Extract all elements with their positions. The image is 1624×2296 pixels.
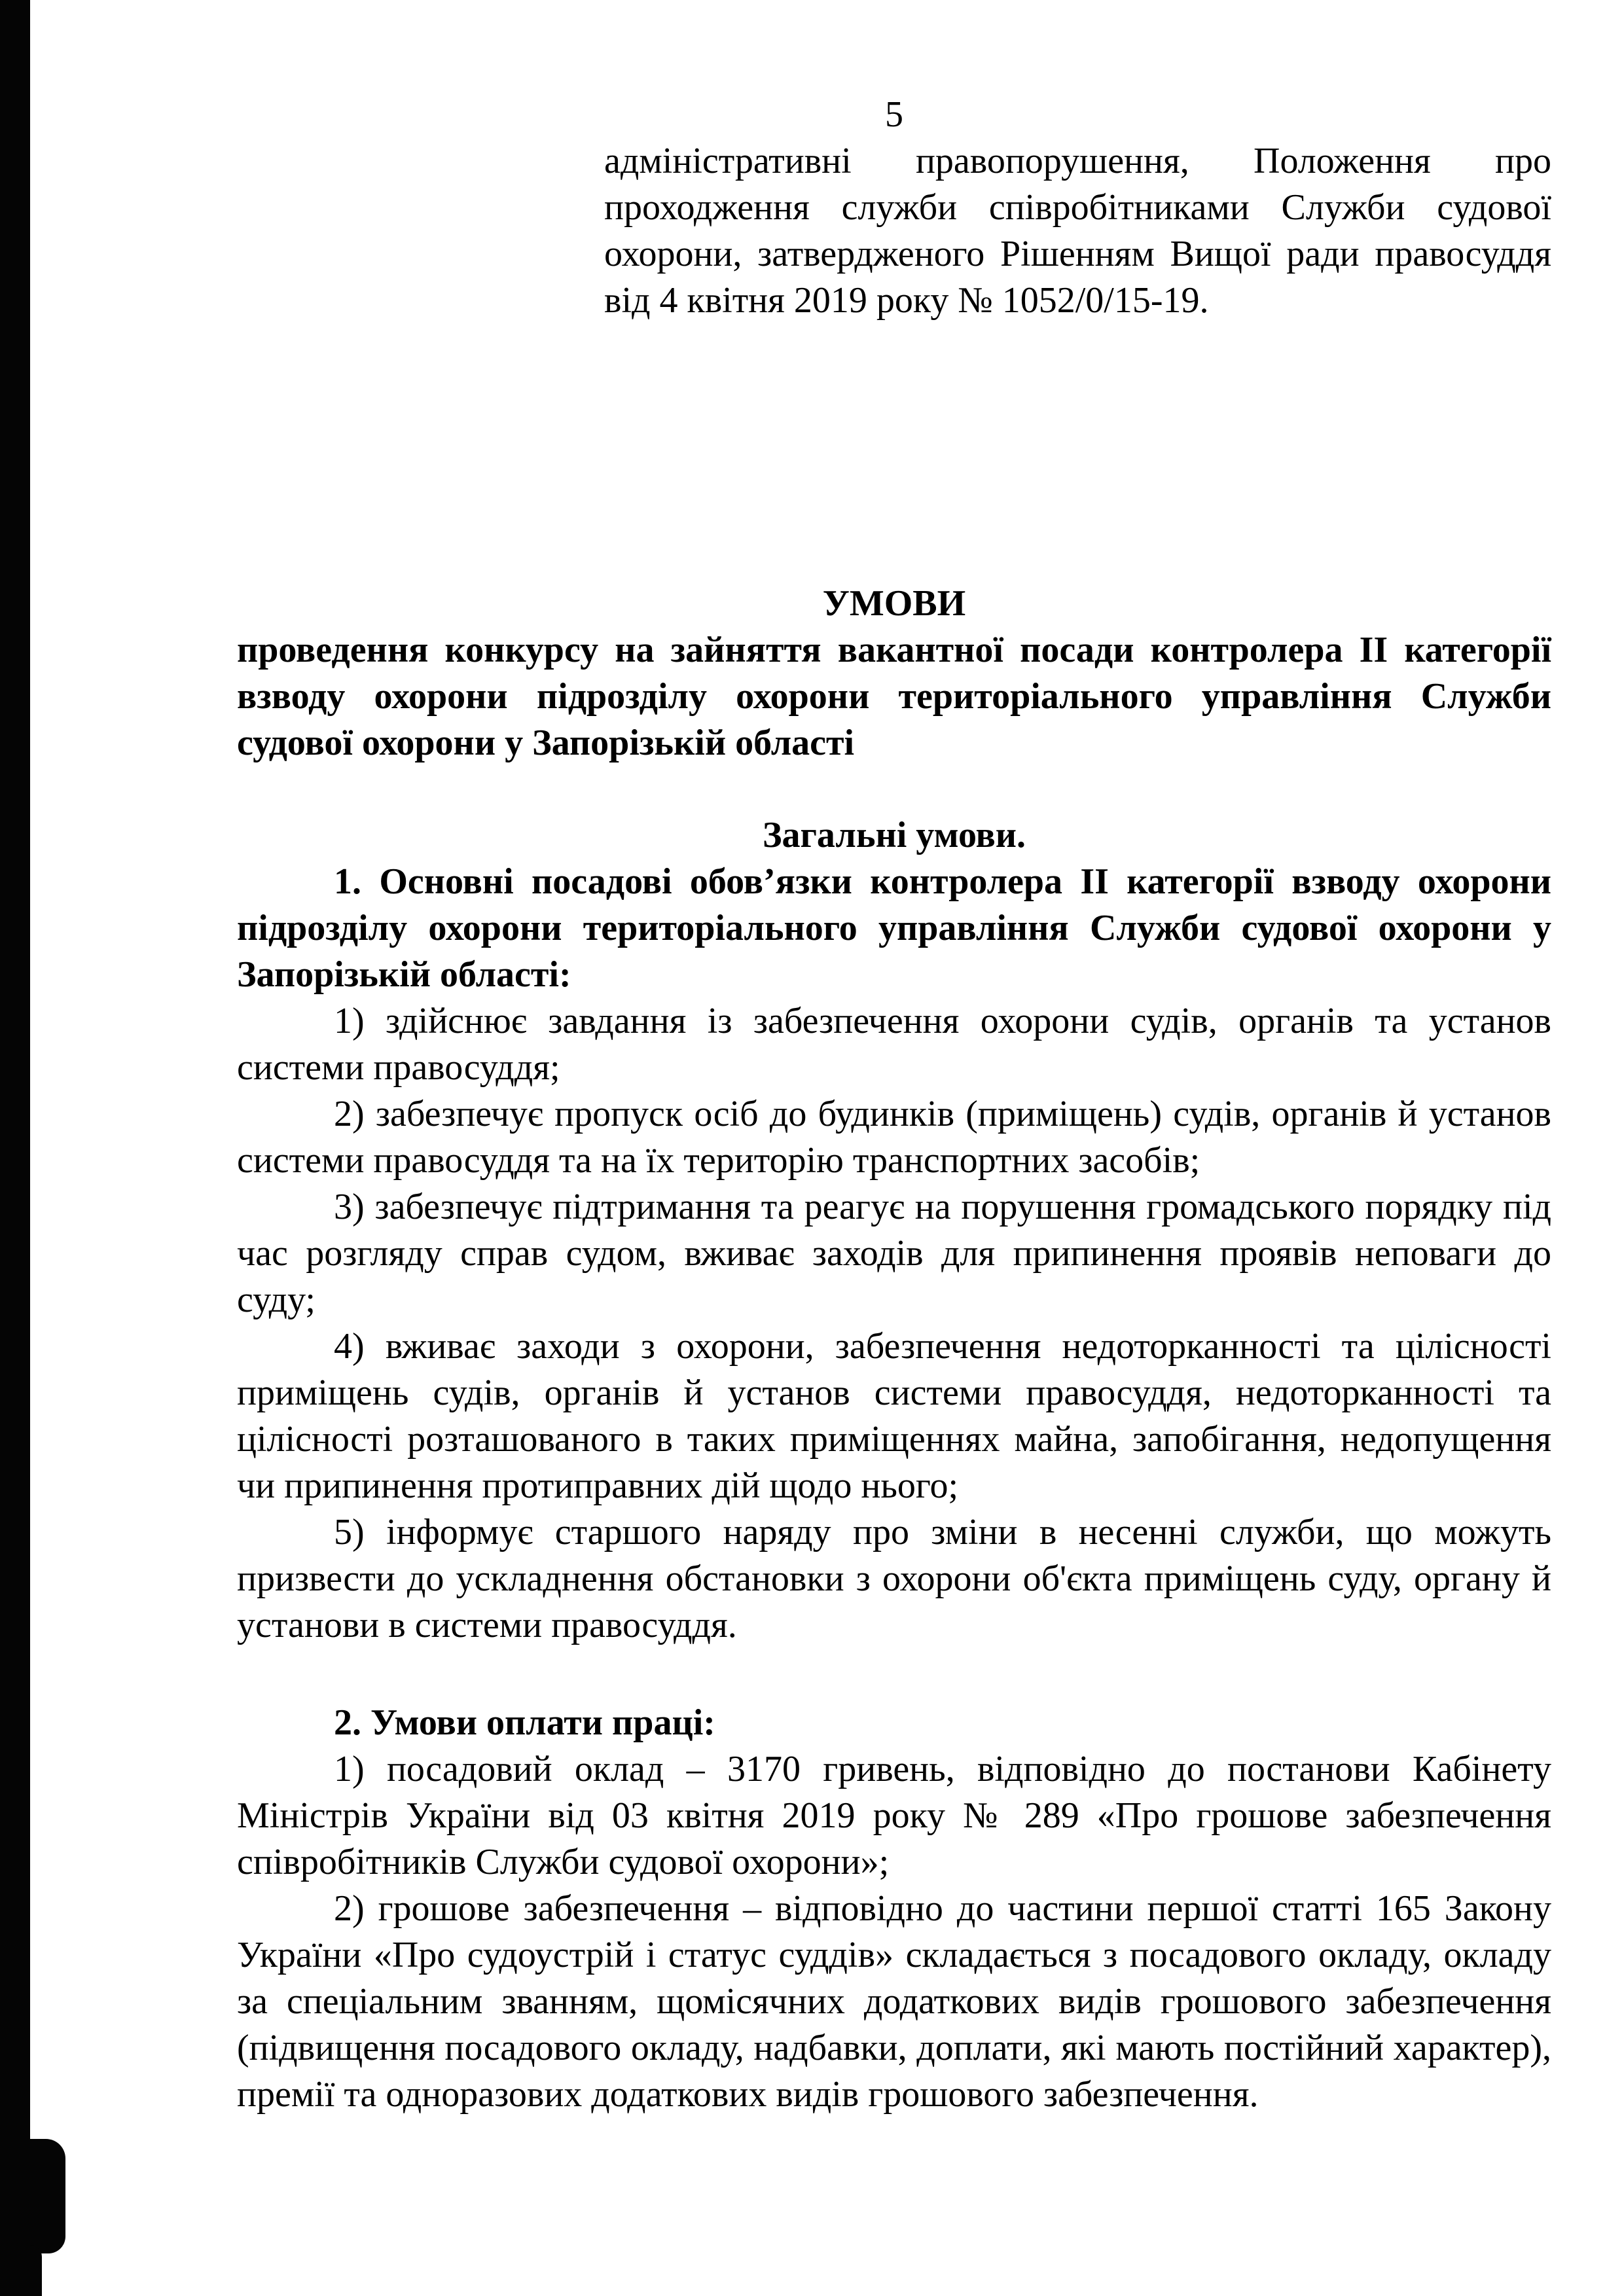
document-title: УМОВИ: [822, 583, 966, 624]
section2-item-2: 2) грошове забезпечення – відповідно до частини першої статті 165 Закону України «Про судоустрій і статус суддів» складається з посадового окладу, окладу за спеціальним званням, щомісячних додаткових видів грошового забезпечення (підвищення посадового окладу, надбавки, доплати, які мають постійний характер), премії та одноразових додаткових видів грошового забезпечення.: [237, 1888, 1551, 2115]
section1-item-3: 3) забезпечує підтримання та реагує на порушення громадського порядку під час розгляду справ судом, вживає заходів для припинення проявів неповаги до суду;: [237, 1187, 1551, 1320]
section1-lead: 1. Основні посадові обов’язки контролера ІІ категорії взводу охорони підрозділу охорони територіального управління Служби судової охорони у Запорізькій області:: [237, 861, 1551, 995]
scan-blot-artifact: [0, 2139, 65, 2253]
scan-edge-artifact: [0, 0, 30, 2296]
scan-blot-artifact-small: [0, 2245, 42, 2296]
section1-item-5: 5) інформує старшого наряду про зміни в несенні служби, що можуть призвести до ускладнення обстановки з охорони об'єкта приміщень суду, органу й установи в системи правосуддя.: [237, 1512, 1551, 1645]
page-content: [237, 92, 1551, 2118]
page-number: 5: [885, 94, 903, 135]
section1-item-4: 4) вживає заходи з охорони, забезпечення недоторканності та цілісності приміщень судів, органів й установ системи правосуддя, недоторканності та цілісності розташованого в таких приміщеннях майна, запобігання, недопущення чи припинення протиправних дій щодо нього;: [237, 1326, 1551, 1506]
general-terms-heading: Загальні умови.: [762, 815, 1026, 855]
intro-paragraph: адміністративні правопорушення, Положення про проходження служби співробітниками Служби судової охорони, затвердженого Рішенням Вищої ради правосуддя від 4 квітня 2019 року № 1052/0/15-19.: [604, 141, 1551, 321]
section2-heading: 2. Умови оплати праці:: [334, 1702, 715, 1743]
section2-item-1: 1) посадовий оклад – 3170 гривень, відповідно до постанови Кабінету Міністрів України від 03 квітня 2019 року № 289 «Про грошове забезпечення співробітників Служби судової охорони»;: [237, 1749, 1551, 1882]
section1-item-1: 1) здійснює завдання із забезпечення охорони судів, органів та установ системи правосуддя;: [237, 1001, 1551, 1088]
section1-item-2: 2) забезпечує пропуск осіб до будинків (приміщень) судів, органів й установ системи правосуддя та на їх територію транспортних засобів;: [237, 1094, 1551, 1181]
document-subtitle: проведення конкурсу на зайняття вакантної посади контролера ІІ категорії взводу охорони підрозділу охорони територіального управління Служби судової охорони у Запорізькій області: [237, 630, 1551, 763]
